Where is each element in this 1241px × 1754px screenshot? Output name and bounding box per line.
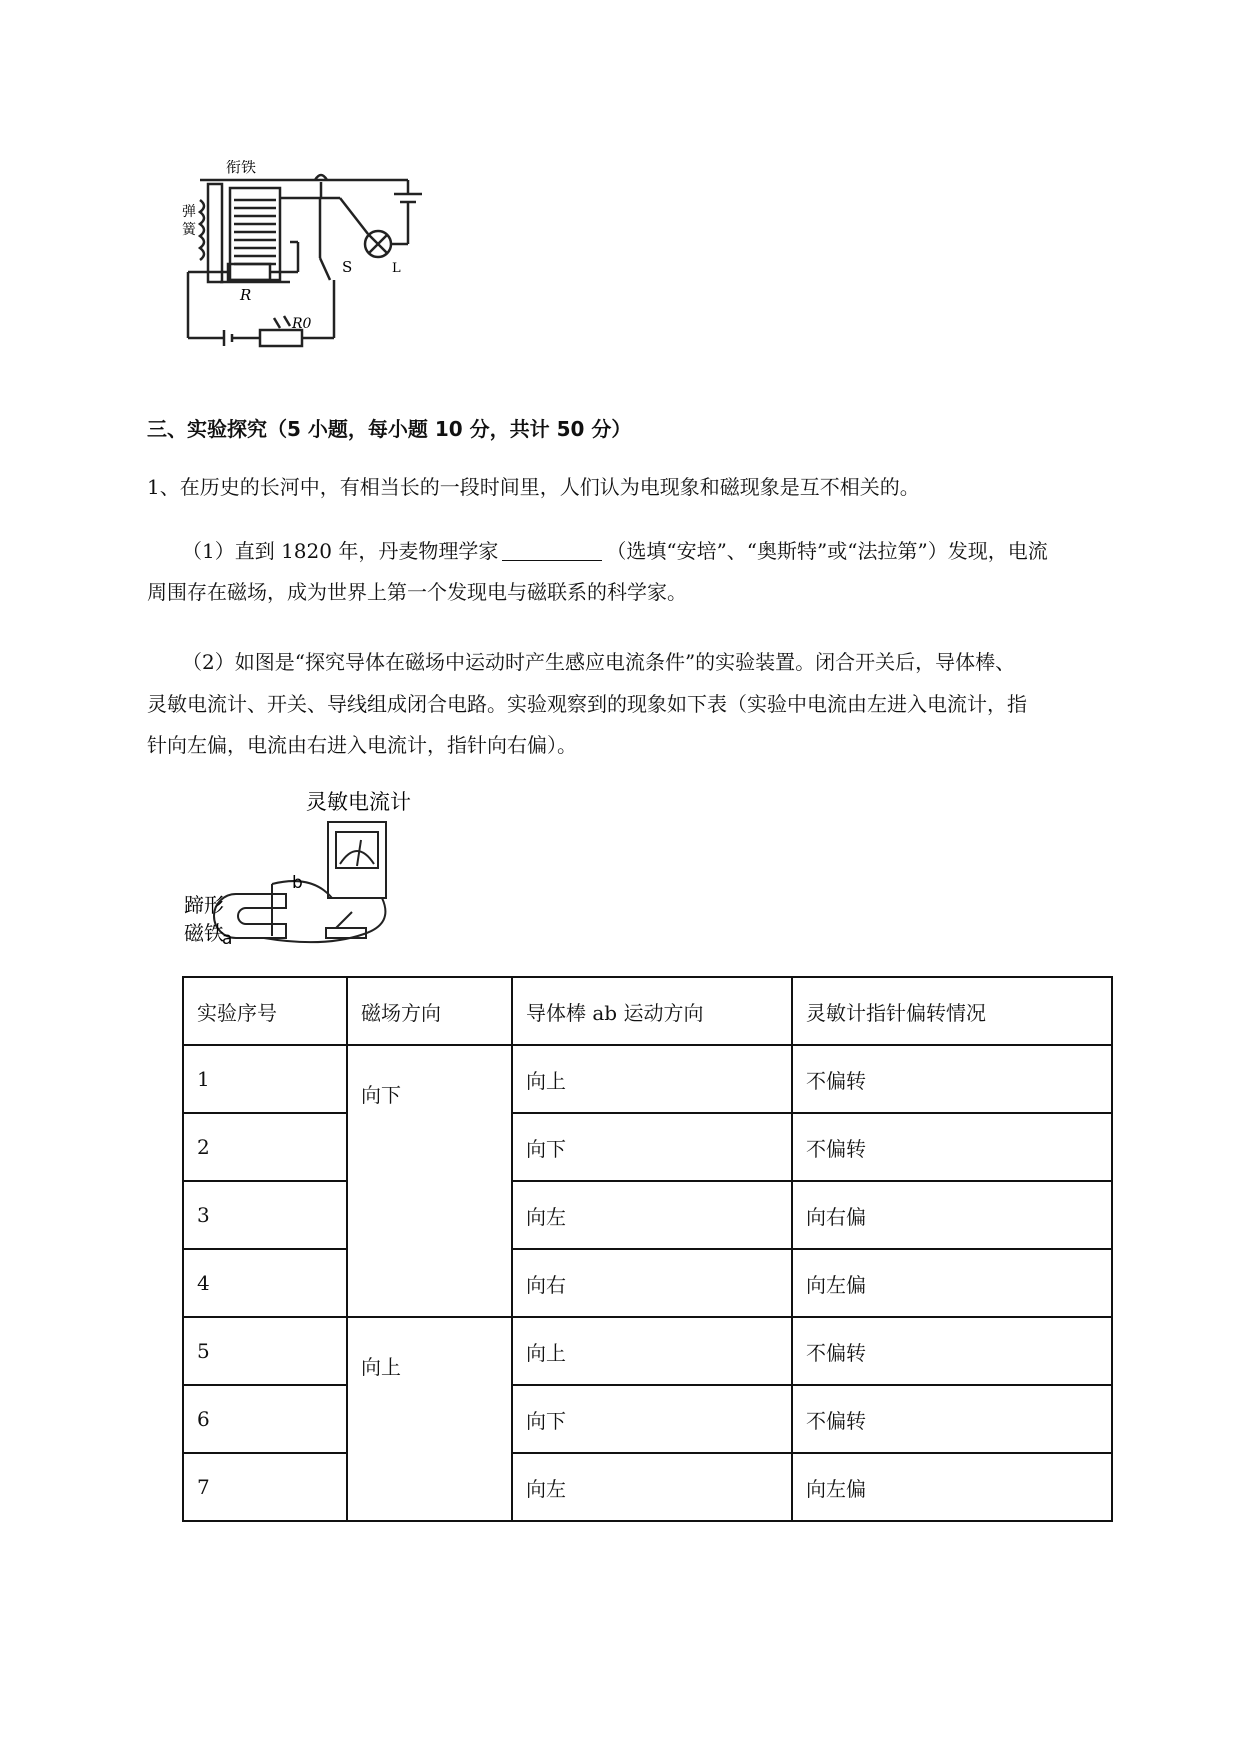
table-row <box>183 1045 1112 1113</box>
spring-label: 弹簧 <box>182 204 196 238</box>
motion-cell: 向左 <box>512 1181 792 1249</box>
question-part2-line3: 针向左偏，电流由右进入电流计，指针向右偏）。 <box>147 733 577 757</box>
section-title: 三、实验探究（5 小题，每小题 10 分，共计 50 分） <box>147 417 632 441</box>
row-number: 3 <box>183 1181 347 1249</box>
row-number: 5 <box>183 1317 347 1385</box>
row-number: 7 <box>183 1453 347 1521</box>
question-part1-line1 <box>182 540 1048 561</box>
row-number: 1 <box>183 1045 347 1113</box>
motion-cell: 向下 <box>512 1113 792 1181</box>
header-cell: 灵敏计指针偏转情况 <box>792 977 1112 1045</box>
header-cell: 实验序号 <box>183 977 347 1045</box>
rod-end-b-label: b <box>292 873 303 893</box>
part1-text-a: （1）直到 1820 年，丹麦物理学家 <box>182 539 499 563</box>
deflection-cell: 不偏转 <box>792 1385 1112 1453</box>
question-part2-line2: 灵敏电流计、开关、导线组成闭合电路。实验观察到的现象如下表（实验中电流由左进入电流计，指 <box>147 692 1027 716</box>
table-row <box>183 1317 1112 1385</box>
row-number: 4 <box>183 1249 347 1317</box>
deflection-cell: 不偏转 <box>792 1317 1112 1385</box>
table-row <box>183 1113 1112 1181</box>
motion-cell: 向下 <box>512 1385 792 1453</box>
induction-experiment-diagram <box>176 788 436 948</box>
table-row <box>183 1385 1112 1453</box>
answer-blank[interactable] <box>502 540 602 561</box>
header-cell: 磁场方向 <box>347 977 512 1045</box>
row-number: 2 <box>183 1113 347 1181</box>
deflection-cell: 不偏转 <box>792 1045 1112 1113</box>
table-header-row <box>183 977 1112 1045</box>
lamp-label: L <box>392 261 401 276</box>
switch-label: S <box>342 258 353 276</box>
deflection-cell: 不偏转 <box>792 1113 1112 1181</box>
rod-end-a-label: a <box>222 929 233 948</box>
magnet-label-line1: 蹄形 <box>184 893 224 917</box>
part1-text-b: （选填“安培”、“奥斯特”或“法拉第”）发现，电流 <box>606 539 1048 563</box>
relay-circuit-diagram <box>180 160 460 370</box>
motion-cell: 向上 <box>512 1045 792 1113</box>
deflection-cell: 向左偏 <box>792 1453 1112 1521</box>
relay-circuit-figure <box>180 160 460 370</box>
field-direction-cell: 向下 <box>347 1045 512 1317</box>
motion-cell: 向左 <box>512 1453 792 1521</box>
question-stem: 1、在历史的长河中，有相当长的一段时间里，人们认为电现象和磁现象是互不相关的。 <box>147 475 920 499</box>
motion-cell: 向右 <box>512 1249 792 1317</box>
experiment-table <box>182 976 1113 1522</box>
table-row <box>183 1181 1112 1249</box>
galvanometer-label: 灵敏电流计 <box>306 790 411 814</box>
armature-label: 衔铁 <box>226 160 257 176</box>
table-row <box>183 1453 1112 1521</box>
row-number: 6 <box>183 1385 347 1453</box>
question-part2-line1: （2）如图是“探究导体在磁场中运动时产生感应电流条件”的实验装置。闭合开关后，导体棒、 <box>182 650 1016 674</box>
deflection-cell: 向右偏 <box>792 1181 1112 1249</box>
header-cell: 导体棒 ab 运动方向 <box>512 977 792 1045</box>
motion-cell: 向上 <box>512 1317 792 1385</box>
field-direction-cell: 向上 <box>347 1317 512 1521</box>
question-part1-line2: 周围存在磁场，成为世界上第一个发现电与磁联系的科学家。 <box>147 580 687 604</box>
resistor-label: R <box>240 286 252 304</box>
deflection-cell: 向左偏 <box>792 1249 1112 1317</box>
photoresistor-label: R0 <box>292 316 312 332</box>
table-row <box>183 1249 1112 1317</box>
magnet-label-line2: 磁铁 <box>184 921 224 945</box>
induction-experiment-figure <box>176 788 436 948</box>
